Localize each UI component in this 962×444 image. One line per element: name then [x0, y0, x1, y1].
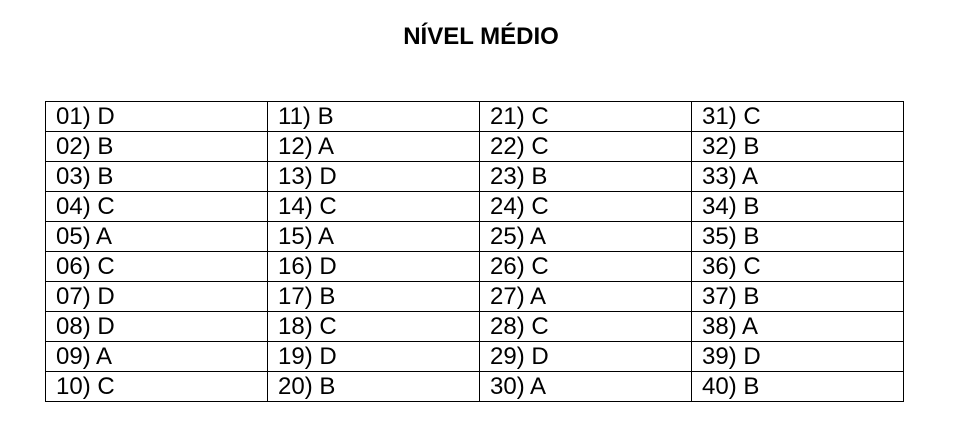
- answer-cell: 11) B: [268, 102, 480, 132]
- answer-cell: 39) D: [692, 342, 904, 372]
- answer-cell: 34) B: [692, 192, 904, 222]
- answer-cell: 17) B: [268, 282, 480, 312]
- answer-cell: 32) B: [692, 132, 904, 162]
- table-row: [46, 342, 904, 372]
- answer-cell: 23) B: [480, 162, 692, 192]
- table-row: [46, 312, 904, 342]
- answer-cell: 03) B: [46, 162, 268, 192]
- answer-cell: 02) B: [46, 132, 268, 162]
- answer-cell: 22) C: [480, 132, 692, 162]
- table-row: [46, 162, 904, 192]
- table-row: [46, 282, 904, 312]
- answer-cell: 21) C: [480, 102, 692, 132]
- answer-cell: 26) C: [480, 252, 692, 282]
- answer-cell: 04) C: [46, 192, 268, 222]
- answer-cell: 29) D: [480, 342, 692, 372]
- answer-cell: 30) A: [480, 372, 692, 402]
- answer-cell: 12) A: [268, 132, 480, 162]
- answer-cell: 35) B: [692, 222, 904, 252]
- answer-cell: 36) C: [692, 252, 904, 282]
- answer-cell: 09) A: [46, 342, 268, 372]
- answer-cell: 28) C: [480, 312, 692, 342]
- table-row: [46, 192, 904, 222]
- answer-cell: 38) A: [692, 312, 904, 342]
- answer-cell: 24) C: [480, 192, 692, 222]
- answer-cell: 14) C: [268, 192, 480, 222]
- answer-cell: 31) C: [692, 102, 904, 132]
- answer-cell: 05) A: [46, 222, 268, 252]
- answer-cell: 07) D: [46, 282, 268, 312]
- answer-cell: 01) D: [46, 102, 268, 132]
- answer-cell: 16) D: [268, 252, 480, 282]
- answer-cell: 20) B: [268, 372, 480, 402]
- table-row: [46, 222, 904, 252]
- answer-cell: 33) A: [692, 162, 904, 192]
- table-row: [46, 372, 904, 402]
- answer-cell: 18) C: [268, 312, 480, 342]
- answer-cell: 08) D: [46, 312, 268, 342]
- answer-key-table: [45, 101, 904, 402]
- answer-cell: 10) C: [46, 372, 268, 402]
- answer-cell: 19) D: [268, 342, 480, 372]
- answer-cell: 15) A: [268, 222, 480, 252]
- table-row: [46, 102, 904, 132]
- answer-cell: 27) A: [480, 282, 692, 312]
- answer-cell: 06) C: [46, 252, 268, 282]
- table-row: [46, 132, 904, 162]
- page-title: NÍVEL MÉDIO: [403, 23, 559, 50]
- answer-cell: 40) B: [692, 372, 904, 402]
- answer-cell: 13) D: [268, 162, 480, 192]
- answer-cell: 37) B: [692, 282, 904, 312]
- table-row: [46, 252, 904, 282]
- answer-cell: 25) A: [480, 222, 692, 252]
